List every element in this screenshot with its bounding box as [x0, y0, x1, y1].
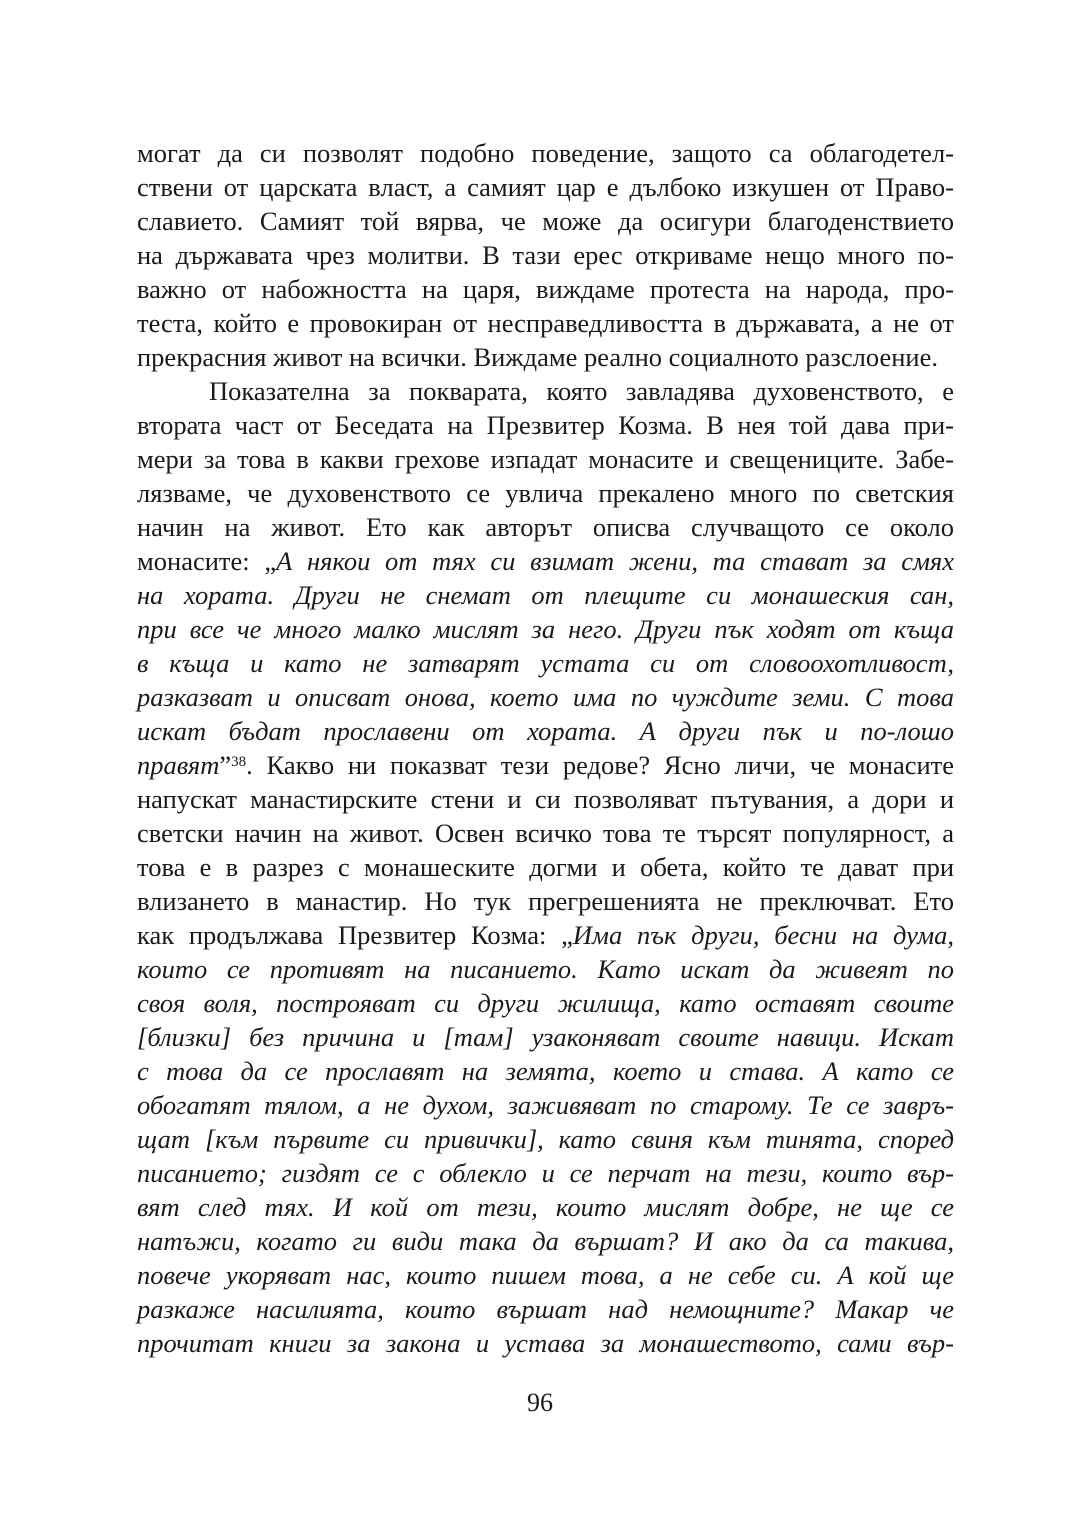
quoted-text: Има пък други, бесни на дума,	[572, 920, 954, 950]
quoted-text: правят	[137, 750, 220, 780]
text-line	[137, 1326, 954, 1360]
text-line	[137, 476, 954, 510]
text-line	[137, 1088, 954, 1122]
quoted-text: разказват и описват онова, което има по чуждите земи. С това	[137, 682, 954, 712]
text-run: напускат манастирските стени и си позволяват пътувания, а дори и	[137, 784, 954, 814]
text-run: влизането в манастир. Но тук прегрешенията не преключват. Ето	[137, 886, 954, 916]
text-line	[137, 680, 954, 714]
text-line	[137, 272, 954, 306]
quoted-text: на хората. Други не снемат от плещите си монашеския сан,	[137, 580, 954, 610]
text-run: славието. Самият той вярва, че може да осигури благоденствието	[137, 206, 954, 236]
quoted-text: писанието; гиздят се с облекло и се перчат на тези, които вър-	[137, 1158, 954, 1188]
quoted-text: обогатят тялом, а не духом, заживяват по старому. Те се завръ-	[137, 1090, 954, 1120]
text-run: на държавата чрез молитви. В тази ерес откриваме нещо много по-	[137, 240, 954, 270]
text-line	[137, 306, 954, 340]
text-line	[137, 816, 954, 850]
quoted-text: натъжи, когато ги види така да вършат? И ако да са такива,	[137, 1226, 954, 1256]
text-line	[137, 136, 954, 170]
text-line	[137, 170, 954, 204]
text-line	[137, 238, 954, 272]
text-line	[137, 782, 954, 816]
text-run: прекрасния живот на всички. Виждаме реално социалното разслоение.	[137, 342, 938, 372]
text-line	[137, 646, 954, 680]
text-run: теста, който е провокиран от несправедливостта в държавата, а не от	[137, 308, 954, 338]
text-run: могат да си позволят подобно поведение, защото са облагодетел-	[137, 138, 954, 168]
text-line	[137, 340, 954, 374]
text-run: начин на живот. Ето как авторът описва случващото се около	[137, 512, 954, 542]
text-line	[137, 544, 954, 578]
body-text	[137, 136, 954, 1360]
text-run: как продължава Презвитер Козма: „	[137, 920, 573, 950]
footnote-reference: 38	[231, 754, 247, 771]
quoted-text: [близки] без причина и [там] узаконяват своите навици. Искат	[137, 1022, 954, 1052]
quoted-text: щат [към първите си привички], като свиня към тинята, според	[137, 1124, 954, 1154]
page-number: 96	[527, 1388, 553, 1417]
text-line	[137, 204, 954, 238]
text-line	[137, 612, 954, 646]
quoted-text: с това да се прославят на земята, което и става. А като се	[137, 1056, 954, 1086]
text-line	[137, 1258, 954, 1292]
text-line	[137, 1190, 954, 1224]
text-line	[137, 884, 954, 918]
text-run: монасите: „	[137, 546, 277, 576]
quoted-text: искат бъдат прославени от хората. А други пък и по-лошо	[137, 716, 954, 746]
text-line	[137, 1054, 954, 1088]
text-line	[137, 510, 954, 544]
text-line	[137, 986, 954, 1020]
text-line	[137, 850, 954, 884]
text-line	[137, 714, 954, 748]
text-run: ”	[219, 750, 232, 780]
text-line	[137, 374, 954, 408]
text-line	[137, 578, 954, 612]
text-run: ствени от царската власт, а самият цар е дълбоко изкушен от Право-	[137, 172, 954, 202]
text-line	[137, 408, 954, 442]
text-run: Показателна за покварата, която завладява духовенството, е	[209, 376, 954, 406]
quoted-text: своя воля, построяват си други жилища, като оставят своите	[137, 988, 954, 1018]
text-line	[137, 1224, 954, 1258]
text-line	[137, 1122, 954, 1156]
text-line	[137, 1020, 954, 1054]
quoted-text: А някои от тях си взимат жени, та стават за смях	[276, 546, 955, 576]
text-line	[137, 1156, 954, 1190]
text-run: мери за това в какви грехове изпадат монасите и свещениците. Забе-	[137, 444, 954, 474]
text-run: това е в разрез с монашеските догми и обета, който те дават при	[137, 852, 954, 882]
quoted-text: вят след тях. И кой от тези, които мислят добре, не ще се	[137, 1192, 954, 1222]
text-line	[137, 952, 954, 986]
text-line	[137, 442, 954, 476]
quoted-text: разкаже насилията, които вършат над немощните? Макар че	[137, 1294, 954, 1324]
text-line	[137, 918, 954, 952]
quoted-text: прочитат книги за закона и устава за монашеството, сами вър-	[137, 1328, 954, 1358]
text-run: светски начин на живот. Освен всичко това те търсят популярност, а	[137, 818, 954, 848]
quoted-text: които се противят на писанието. Като искат да живеят по	[137, 954, 954, 984]
text-line	[137, 1292, 954, 1326]
text-run: . Какво ни показват тези редове? Ясно личи, че монасите	[246, 750, 954, 780]
text-line	[137, 748, 954, 782]
quoted-text: повече укоряват нас, които пишем това, а не себе си. А кой ще	[137, 1260, 954, 1290]
text-run: лязваме, че духовенството се увлича прекалено много по светския	[137, 478, 954, 508]
text-run: втората част от Беседата на Презвитер Козма. В нея той дава при-	[137, 410, 954, 440]
quoted-text: при все че много малко мислят за него. Други пък ходят от къща	[137, 614, 954, 644]
text-run: важно от набожността на царя, виждаме протеста на народа, про-	[137, 274, 954, 304]
quoted-text: в къща и като не затварят устата си от словоохотливост,	[137, 648, 954, 678]
